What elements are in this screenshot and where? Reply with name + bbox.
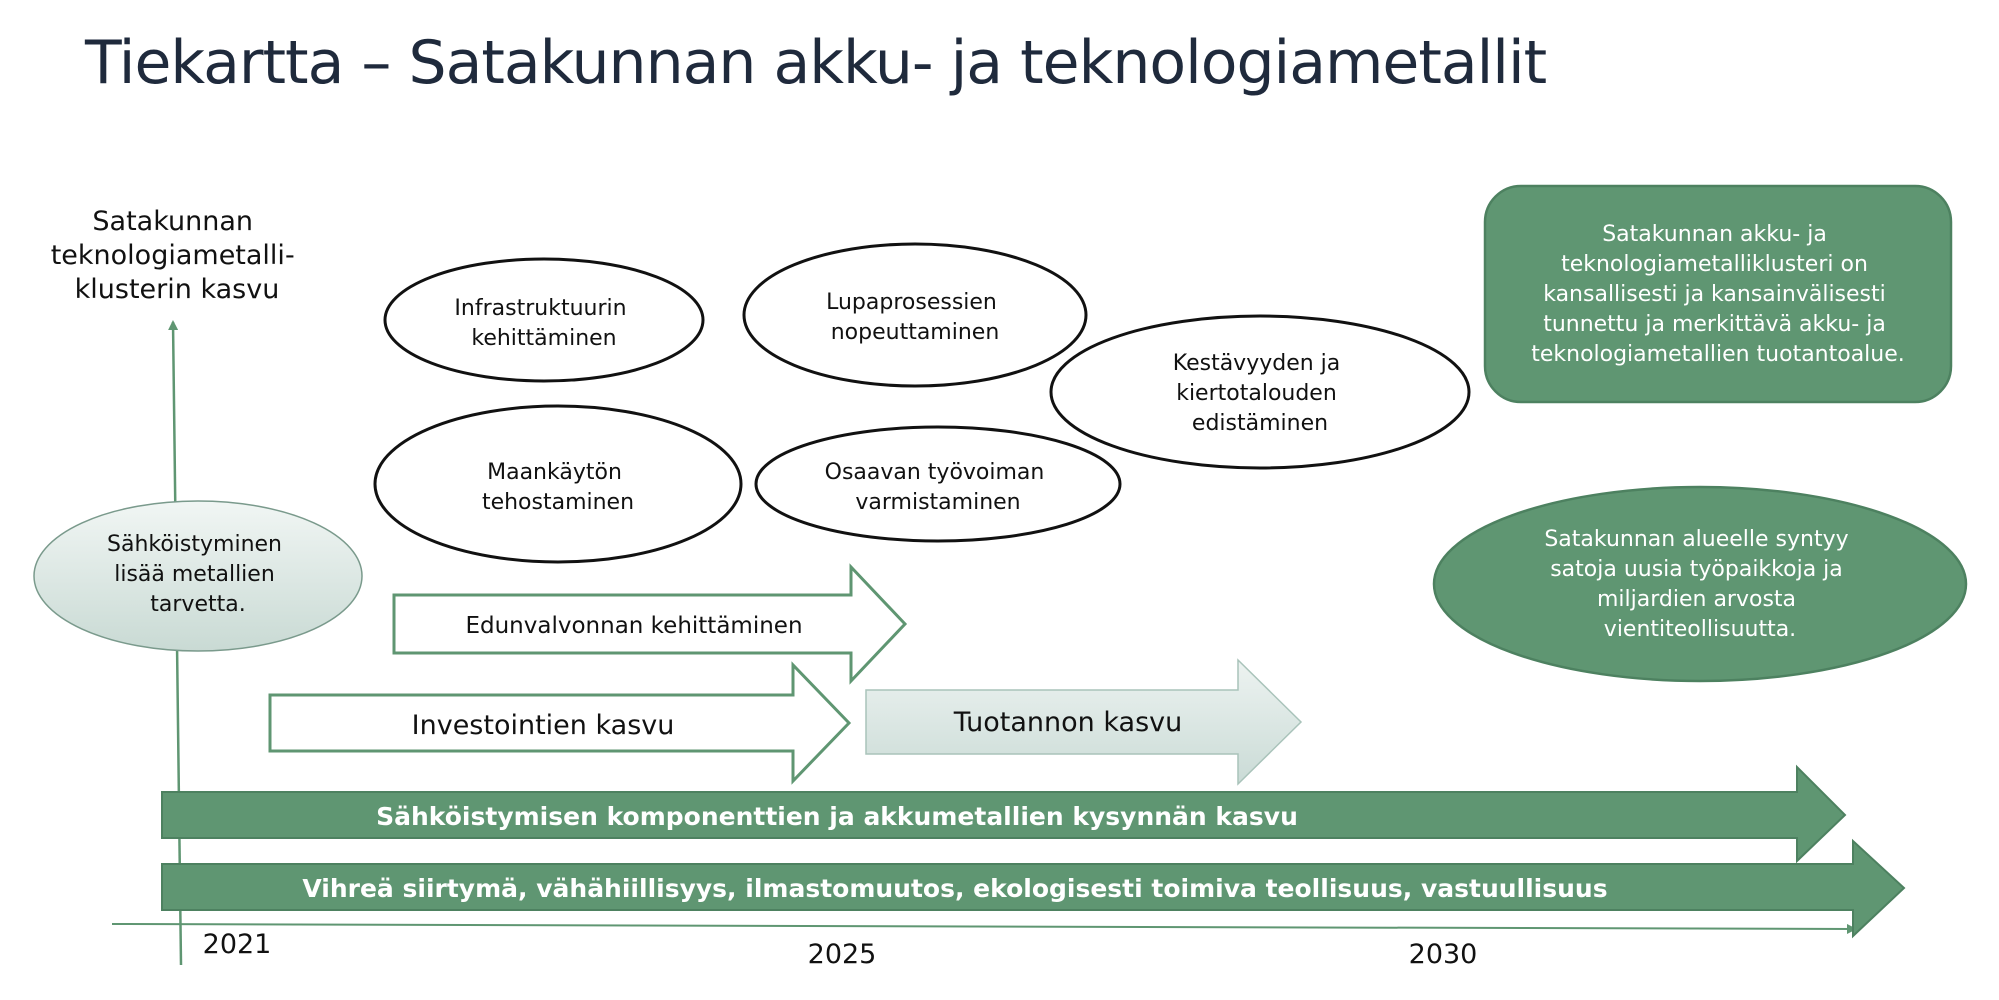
svg-text:Satakunnan akku- ja tekn: Satakunnan akku- ja teknologiametalliklusteri on kansallisesti ja kansainvälisesti tunnettu ja merkittävä akku- ja teknologiametallien tuotantoalue. — [1531, 222, 1905, 367]
year-label-2030: 2030 — [1408, 939, 1478, 970]
svg-text:Vihreä siirtymä, vähähiillisyy: Vihreä siirtymä, vähähiillisyys, ilmastomuutos, ekologisesti toimiva teollisuus, vastuullisuus — [302, 874, 1608, 903]
focus-workforce — [756, 427, 1120, 541]
time-axis — [112, 924, 1855, 929]
svg-text:Maankäytön tehostaminen: Maankäytön tehostaminen — [481, 460, 635, 515]
focus-infrastructure — [385, 259, 703, 381]
arrow-production — [866, 660, 1301, 784]
arrow-advocacy — [394, 567, 905, 681]
driver-bubble-text: Sähköistyminen lisää metallien tarvetta. — [107, 532, 282, 617]
focus-permits — [744, 244, 1086, 386]
year-label-2025: 2025 — [807, 939, 877, 970]
arrow-green-transition — [162, 841, 1904, 936]
focus-sustainability — [1051, 316, 1469, 468]
svg-text:Sähköistymisen komponenttien j: Sähköistymisen komponenttien ja akkumetallien kysynnän kasvu — [376, 802, 1298, 831]
growth-axis-label — [51, 206, 304, 305]
svg-text:Investointien kasvu: Investointien kasvu — [411, 710, 675, 741]
goal-cluster-box — [1485, 186, 1951, 402]
growth-axis-label-line: Satakunnan — [92, 206, 254, 237]
growth-axis-label-line: klusterin kasvu — [74, 274, 280, 305]
svg-text:Lupaprosessien nopeuttam: Lupaprosessien nopeuttaminen — [826, 290, 1000, 345]
year-label-2021: 2021 — [202, 929, 272, 960]
svg-text:Satakunnan alueelle syntyy: Satakunnan alueelle syntyy satoja uusia työpaikkoja ja miljardien arvosta vientiteollisuutta. — [1544, 527, 1849, 642]
svg-text:Infrastruktuurin kehittä: Infrastruktuurin kehittäminen — [454, 296, 627, 351]
svg-text:Edunvalvonnan kehittäminen: Edunvalvonnan kehittäminen — [465, 613, 803, 639]
svg-text:Kestävyyden ja kiertotal: Kestävyyden ja kiertotalouden edistäminen — [1172, 351, 1341, 436]
svg-text:Osaavan työvoiman varmis: Osaavan työvoiman varmistaminen — [824, 460, 1045, 515]
svg-text:Tuotannon kasvu: Tuotannon kasvu — [953, 707, 1183, 738]
focus-land-use — [375, 406, 741, 562]
growth-axis-label-line: teknologiametalli- — [50, 240, 295, 271]
page-title: Tiekartta – Satakunnan akku- ja teknologiametallit — [85, 28, 1547, 98]
goal-jobs-ellipse — [1434, 487, 1966, 681]
arrow-demand — [162, 767, 1845, 861]
arrow-investment — [270, 665, 849, 781]
